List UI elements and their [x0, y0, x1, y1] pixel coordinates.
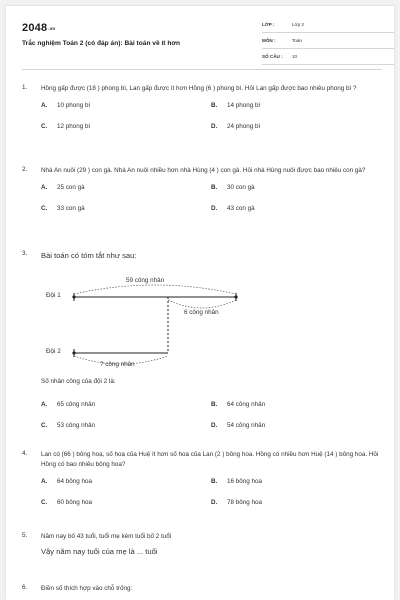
- meta-count-value: 10: [292, 54, 298, 59]
- answer-options: [41, 478, 384, 518]
- subquestion-text: Số nhân công của đội 2 là:: [41, 378, 116, 385]
- worksheet-meta: [262, 20, 394, 68]
- question-4: [22, 450, 384, 518]
- team2-start-dot: [72, 351, 75, 354]
- question-number: 3.: [22, 250, 28, 257]
- option-b[interactable]: B. 64 công nhân: [211, 401, 266, 408]
- question-text: Năm nay bố 43 tuổi, tuổi mẹ kém tuổi bố 2 tuổi: [41, 533, 172, 540]
- option-c[interactable]: C. 12 phong bì: [41, 123, 91, 130]
- option-d[interactable]: D. 54 công nhân: [211, 422, 266, 429]
- meta-subject: [262, 36, 394, 49]
- meta-grade-label: LỚP :: [262, 22, 275, 27]
- summary-diagram: [22, 272, 282, 376]
- option-c[interactable]: C. 33 con gà: [41, 205, 85, 212]
- question-number: 5.: [22, 532, 28, 539]
- header-divider: [22, 69, 382, 70]
- team1-label: Đội 1: [46, 292, 61, 299]
- worksheet-page: [6, 6, 394, 600]
- question-text: Nhà An nuôi (29 ) con gà. Nhà An nuôi nhiều hơn nhà Hùng (4 ) con gà. Hỏi nhà Hùng nuôi được bao nhiêu con gà?: [41, 167, 366, 174]
- unknown-label: ? công nhân: [100, 361, 135, 368]
- question-5: [22, 532, 384, 557]
- option-a[interactable]: A. 10 phong bì: [41, 102, 91, 109]
- team1-end-dot: [234, 295, 237, 298]
- meta-grade-value: Lớp 2: [292, 22, 304, 27]
- question-number: 6.: [22, 584, 28, 591]
- segment-diagram: [22, 272, 282, 376]
- difference-brace: [168, 300, 236, 308]
- total-label: 59 công nhân: [126, 277, 165, 284]
- option-b[interactable]: B. 14 phong bì: [211, 102, 261, 109]
- question-text: Hồng gấp được (18 ) phong bì, Lan gấp được ít hơn Hồng (6 ) phong bì. Hỏi Lan gấp được bao nhiêu phong bì ?: [41, 85, 357, 92]
- option-c[interactable]: C. 53 công nhân: [41, 422, 96, 429]
- option-a[interactable]: A. 64 bông hoa: [41, 478, 93, 485]
- question-number: 1.: [22, 84, 28, 91]
- meta-grade: [262, 20, 394, 33]
- option-a[interactable]: A. 25 con gà: [41, 184, 85, 191]
- question-number: 4.: [22, 450, 28, 457]
- question-text: Bài toán có tóm tắt như sau:: [41, 251, 137, 260]
- answer-options: [41, 401, 384, 441]
- team1-start-dot: [72, 295, 75, 298]
- question-3-answers: [22, 378, 384, 441]
- site-logo[interactable]: $2048^{.vn}$: [22, 22, 56, 34]
- question-6: [22, 584, 384, 594]
- worksheet-title: Trắc nghiệm Toán 2 (có đáp án): Bài toán về ít hơn: [22, 40, 181, 47]
- option-a[interactable]: A. 65 công nhân: [41, 401, 96, 408]
- question-1: [22, 84, 384, 142]
- difference-label: 6 công nhân: [184, 309, 219, 316]
- option-d[interactable]: D. 43 con gà: [211, 205, 255, 212]
- option-d[interactable]: D. 24 phong bì: [211, 123, 261, 130]
- question-text: Điền số thích hợp vào chỗ trống:: [41, 585, 133, 592]
- answer-options: [41, 184, 384, 224]
- question-2: [22, 166, 384, 224]
- option-c[interactable]: C. 60 bông hoa: [41, 499, 93, 506]
- meta-count: [262, 52, 394, 65]
- meta-count-label: SỐ CÂU :: [262, 54, 283, 59]
- option-d[interactable]: D. 78 bông hoa: [211, 499, 263, 506]
- total-brace: [74, 285, 236, 294]
- question-3: [22, 250, 384, 261]
- worksheet-header: [22, 16, 382, 64]
- question-text: Lan có (66 ) bông hoa, số hoa của Huệ ít hơn số hoa của Lan (2 ) bông hoa. Hồng có nhiều hơn Huệ (14 ) bông hoa. Hỏi Hồng có bao nhiêu bông hoa?: [41, 451, 379, 468]
- meta-subject-value: Toán: [292, 38, 302, 43]
- question-subtext: Vậy năm nay tuổi của mẹ là ... tuổi: [41, 547, 158, 556]
- answer-options: [41, 102, 384, 142]
- option-b[interactable]: B. 30 con gà: [211, 184, 255, 191]
- team2-label: Đội 2: [46, 348, 61, 355]
- meta-subject-label: MÔN :: [262, 38, 276, 43]
- question-number: 2.: [22, 166, 28, 173]
- option-b[interactable]: B. 16 bông hoa: [211, 478, 263, 485]
